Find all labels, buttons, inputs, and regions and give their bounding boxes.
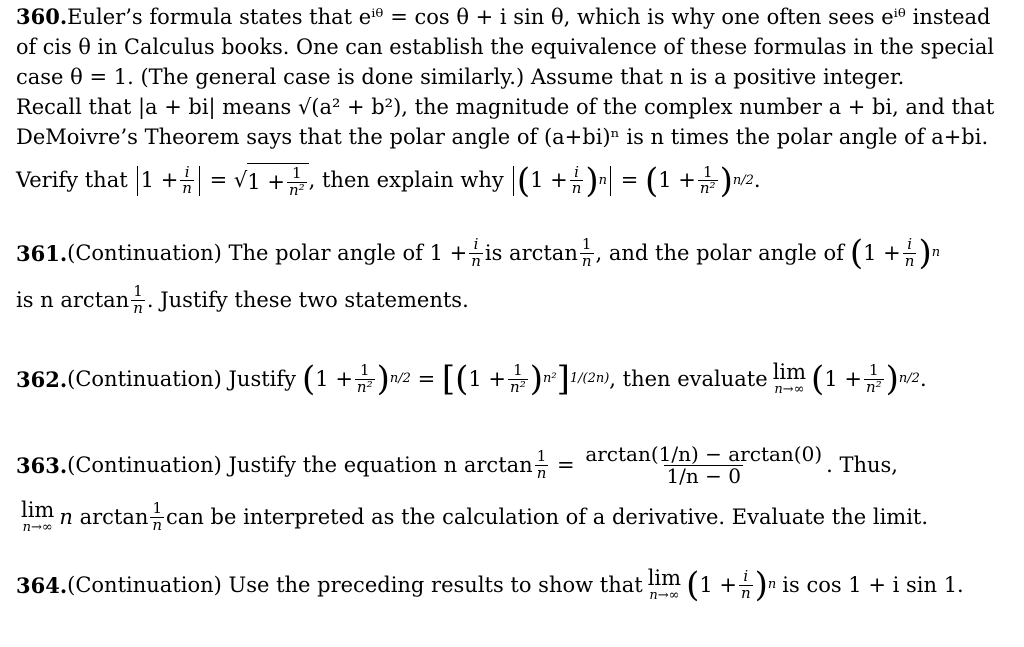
sqrt-expression: 1 + $\frac{1}{\text{n²}}$ [247, 163, 308, 199]
p360-line-1 [16, 6, 994, 28]
p361-line-2: is n arctan $\frac{1}{n}$ . Justify these two statements. [16, 282, 469, 317]
p360-text-2: of cis θ in Calculus books. One can establish the equivalence of these formulas in the special [16, 35, 994, 59]
p362-line-1: 362. (Continuation) Justify ( 1 + $\frac{1}{\text{n²}}$ ) n/2 = [ ( 1 + $\frac{1}{\text{n²}}$ ) n² ] 1/(2n) , then evaluate lim n→∞ ( 1 + $\frac{1}{\text{n²}}$ ) n/2 . [16, 359, 927, 399]
p360-text-3: case θ = 1. (The general case is done similarly.) Assume that n is a positive integer. [16, 65, 905, 89]
p360-text-1: Euler’s formula states that eⁱᶿ = cos θ + i sin θ, which is why one often sees eⁱᶿ instead [67, 5, 991, 29]
p360-text-5: DeMoivre’s Theorem says that the polar angle of (a+bi)ⁿ is n times the polar angle of a+bi. [16, 125, 989, 149]
problem-number-364: 364. [16, 572, 68, 598]
limit-operator: lim n→∞ [772, 360, 807, 397]
problem-number-361: 361. [16, 240, 68, 266]
p360-line-2 [16, 35, 994, 59]
problem-number-360: 360. [16, 4, 68, 29]
p361-line-1: 361. (Continuation) The polar angle of 1 + $\frac{i}{n}$ is arctan $\frac{1}{n}$ , and the polar angle of ( 1 + $\frac{i}{n}$ ) n [16, 233, 941, 273]
p360-verify-text: Verify that [16, 168, 128, 193]
problem-number-362: 362. [16, 366, 68, 392]
p360-line-5 [16, 127, 994, 148]
p360-line-3 [16, 67, 994, 88]
p360-then-explain: , then explain why [308, 168, 504, 193]
p364-line-1: 364. (Continuation) Use the preceding results to show that lim n→∞ ( 1 + $\frac{i}{n}$ ) n is cos 1 + i sin 1. [16, 565, 964, 605]
fraction-i-over-n: $\frac{i}{n}$ [182, 162, 192, 198]
difference-quotient: $\frac{\arctan(1/n) - \arctan(0)}{1/n - 0}$ [585, 442, 823, 488]
p363-line-2: lim n→∞ n arctan $\frac{1}{n}$ can be interpreted as the calculation of a derivative. Evaluate the limit. [21, 498, 929, 535]
problem-number-363: 363. [16, 453, 68, 478]
p360-text-4: Recall that |a + bi| means √(a² + b²), the magnitude of the complex number a + bi, and that [16, 95, 995, 119]
p360-line-4 [16, 95, 995, 119]
p363-line-1: 363. (Continuation) Justify the equation n arctan $\frac{1}{n}$ = $\frac{\arctan(1/n) - \arctan(0)}{1/n - 0}$ . Thus, [16, 442, 898, 488]
p360-line-6: Verify that 1 + $\frac{i}{n}$ = √ 1 + $\frac{1}{\text{n²}}$ , then explain why ( 1 + $\frac{i}{n}$ ) n = ( 1 + $\frac{1}{\text{n²}}$ ) n/2 . [16, 160, 761, 201]
